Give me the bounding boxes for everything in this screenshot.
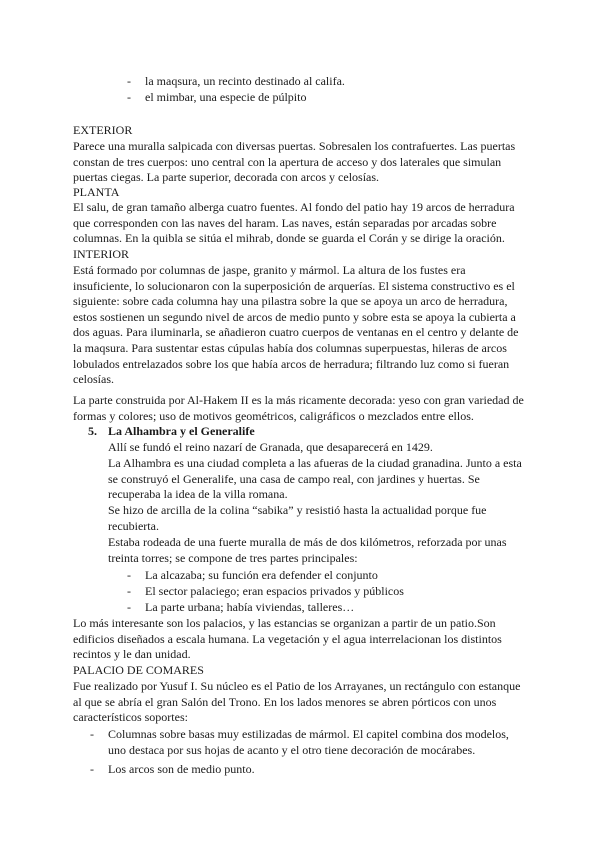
comares-paragraph: Fue realizado por Yusuf I. Su núcleo es el Patio de los Arrayanes, un rectángulo con estanque al que se abría el gran Salón del Trono. En los lados menores se abren pórticos con unos característicos soportes: <box>73 679 521 725</box>
planta-heading: PLANTA <box>73 185 120 199</box>
list-dash: - <box>90 762 94 776</box>
list-item-text: Los arcos son de medio punto. <box>108 762 255 776</box>
interior-paragraph-2: La parte construida por Al-Hakem II es la más ricamente decorada: yeso con gran variedad de formas y colores; uso de motivos geométricos, caligráficos o mezclados entre ellos. <box>73 393 524 423</box>
list-item-text: El sector palaciego; eran espacios privados y públicos <box>145 584 404 598</box>
interior-heading: INTERIOR <box>73 247 129 261</box>
list-item-text: la maqsura, un recinto destinado al califa. <box>145 74 345 88</box>
interior-paragraph: Está formado por columnas de jaspe, granito y mármol. La altura de los fustes era insuficiente, lo solucionaron con la superposición de arquerías. El sistema constructivo es el siguiente: sobre cada columna hay una pilastra sobre la que se apoya un arco de herradura, estos sostienen un segundo nivel de arcos de medio punto y sobre esta se apoya la cubierta a dos aguas. Para iluminarla, se añadieron cuatro cuerpos de ventanas en el centro y delante de la maqsura. Para sustentar estas cúpulas había dos columnas superpuestas, hileras de arcos lobulados entrelazados sobre los que había arcos de herradura; filtrando luz como si fueran celosías. <box>73 263 519 387</box>
planta-paragraph: El salu, de gran tamaño alberga cuatro fuentes. Al fondo del patio hay 19 arcos de herradura que corresponden con las naves del haram. Las naves, están separadas por arcadas sobre columnas. En la quibla se sitúa el mihrab, donde se guarda el Corán y se dirige la oración. <box>73 200 515 246</box>
list-dash: - <box>90 727 94 741</box>
list-dash: - <box>127 568 131 582</box>
section5-paragraph-2: La Alhambra es una ciudad completa a las afueras de la ciudad granadina. Junto a esta se construyó el Generalife, una casa de campo real, con jardines y huertas. Se recuperaba la idea de la villa romana. <box>108 456 522 502</box>
comares-heading: PALACIO DE COMARES <box>73 663 204 677</box>
section-title: La Alhambra y el Generalife <box>108 424 255 438</box>
section5-paragraph-1: Allí se fundó el reino nazarí de Granada, que desaparecerá en 1429. <box>108 440 433 454</box>
list-dash: - <box>127 74 131 88</box>
section5-paragraph-3: Se hizo de arcilla de la colina “sabika” y resistió hasta la actualidad porque fue recubierta. <box>108 503 487 533</box>
list-item-text: La parte urbana; había viviendas, talleres… <box>145 600 355 614</box>
list-dash: - <box>127 90 131 104</box>
section-number: 5. <box>88 424 97 438</box>
exterior-paragraph: Parece una muralla salpicada con diversas puertas. Sobresalen los contrafuertes. Las puertas constan de tres cuerpos: uno central con la apertura de acceso y dos laterales que simulan puertas ciegas. La parte superior, decorada con arcos y celosías. <box>73 139 516 185</box>
section5-paragraph-4: Estaba rodeada de una fuerte muralla de más de dos kilómetros, reforzada por unas treinta torres; se compone de tres partes principales: <box>108 535 507 565</box>
exterior-heading: EXTERIOR <box>73 123 133 137</box>
list-item-text: La alcazaba; su función era defender el conjunto <box>145 568 378 582</box>
palaces-paragraph: Lo más interesante son los palacios, y las estancias se organizan a partir de un patio.Son edificios diseñados a escala humana. La vegetación y el agua interrelacionan los distintos recintos y le dan unidad. <box>73 616 502 662</box>
list-dash: - <box>127 600 131 614</box>
list-dash: - <box>127 584 131 598</box>
list-item-text: Columnas sobre basas muy estilizadas de mármol. El capitel combina dos modelos, uno destaca por sus hojas de acanto y el otro tiene decoración de mocárabes. <box>108 727 509 757</box>
list-item-text: el mimbar, una especie de púlpito <box>145 90 307 104</box>
